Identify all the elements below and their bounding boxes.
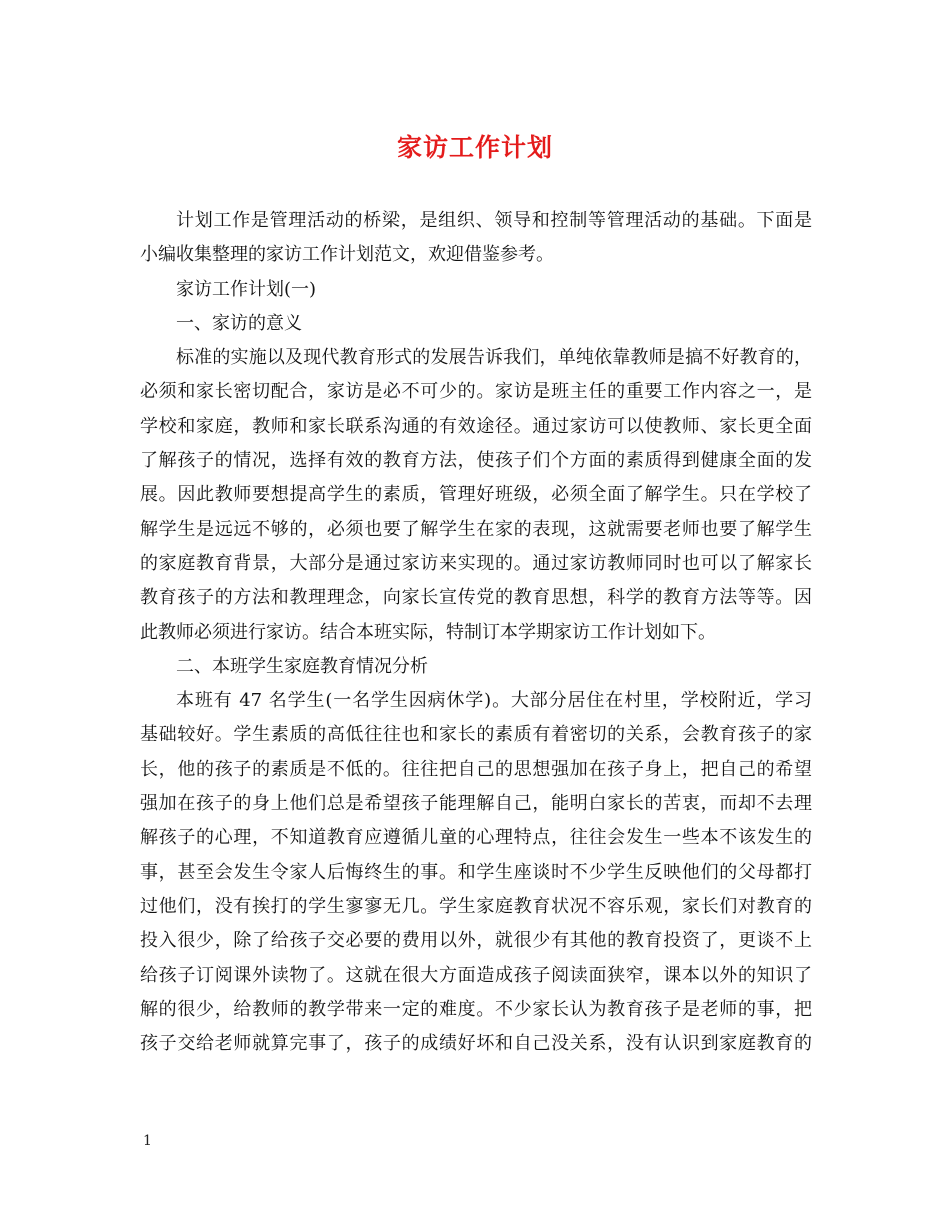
paragraph-line: 教育孩子的方法和教理理念，向家长宣传党的教育思想，科学的教育方法等等。因 — [140, 587, 812, 609]
paragraph-line: 计划工作是管理活动的桥梁，是组织、领导和控制等管理活动的基础。下面是 — [176, 210, 812, 231]
paragraph-line: 解的很少，给教师的教学带来一定的难度。不少家长认为教育孩子是老师的事，把 — [140, 998, 812, 1020]
paragraph-line: 此教师必须进行家访。结合本班实际，特制订本学期家访工作计划如下。 — [140, 621, 716, 643]
section-heading: 二、本班学生家庭教育情况分析 — [176, 655, 428, 677]
paragraph-line: 事，甚至会发生令家人后悔终生的事。和学生座谈时不少学生反映他们的父母都打 — [140, 861, 812, 883]
document-title: 家访工作计划 — [396, 133, 553, 162]
page-number: 1 — [143, 1133, 152, 1149]
paragraph-line: 展。因此教师要想提高学生的素质，管理好班级，必须全面了解学生。只在学校了 — [140, 484, 812, 506]
paragraph-line: 学校和家庭，教师和家长联系沟通的有效途径。通过家访可以使教师、家长更全面 — [140, 415, 812, 437]
paragraph-line: 基础较好。学生素质的高低往往也和家长的素质有着密切的关系，会教育孩子的家 — [140, 724, 812, 746]
paragraph-line: 孩子交给老师就算完事了，孩子的成绩好坏和自己没关系，没有认识到家庭教育的 — [140, 1033, 812, 1055]
paragraph-line: 解孩子的心理，不知道教育应遵循儿童的心理特点，往往会发生一些本不该发生的 — [140, 827, 812, 849]
paragraph-line: 了解孩子的情况，选择有效的教育方法，使孩子们个方面的素质得到健康全面的发 — [140, 450, 812, 472]
paragraph-line: 小编收集整理的家访工作计划范文，欢迎借鉴参考。 — [140, 244, 554, 266]
paragraph-line: 本班有 47 名学生(一名学生因病休学)。大部分居住在村里，学校附近，学习 — [176, 690, 812, 712]
paragraph-line: 长，他的孩子的素质是不低的。往往把自己的思想强加在孩子身上，把自己的希望 — [140, 758, 812, 780]
paragraph-line: 给孩子订阅课外读物了。这就在很大方面造成孩子阅读面狭窄，课本以外的知识了 — [140, 964, 812, 986]
paragraph-line: 投入很少，除了给孩子交必要的费用以外，就很少有其他的教育投资了，更谈不上 — [140, 930, 812, 952]
paragraph-line: 强加在孩子的身上他们总是希望孩子能理解自己，能明白家长的苦衷，而却不去理 — [140, 793, 812, 815]
section-heading: 一、家访的意义 — [176, 312, 302, 334]
paragraph-line: 解学生是远远不够的，必须也要了解学生在家的表现，这就需要老师也要了解学生 — [140, 518, 812, 540]
paragraph-line: 过他们，没有挨打的学生寥寥无几。学生家庭教育状况不容乐观，家长们对教育的 — [140, 895, 812, 917]
document-body — [140, 204, 812, 1061]
paragraph-line: 标准的实施以及现代教育形式的发展告诉我们，单纯依靠教师是搞不好教育的， — [176, 347, 812, 369]
paragraph-line: 必须和家长密切配合，家访是必不可少的。家访是班主任的重要工作内容之一，是 — [140, 381, 812, 403]
paragraph-line: 的家庭教育背景，大部分是通过家访来实现的。通过家访教师同时也可以了解家长 — [140, 552, 812, 574]
section-heading: 家访工作计划(一) — [176, 278, 317, 300]
